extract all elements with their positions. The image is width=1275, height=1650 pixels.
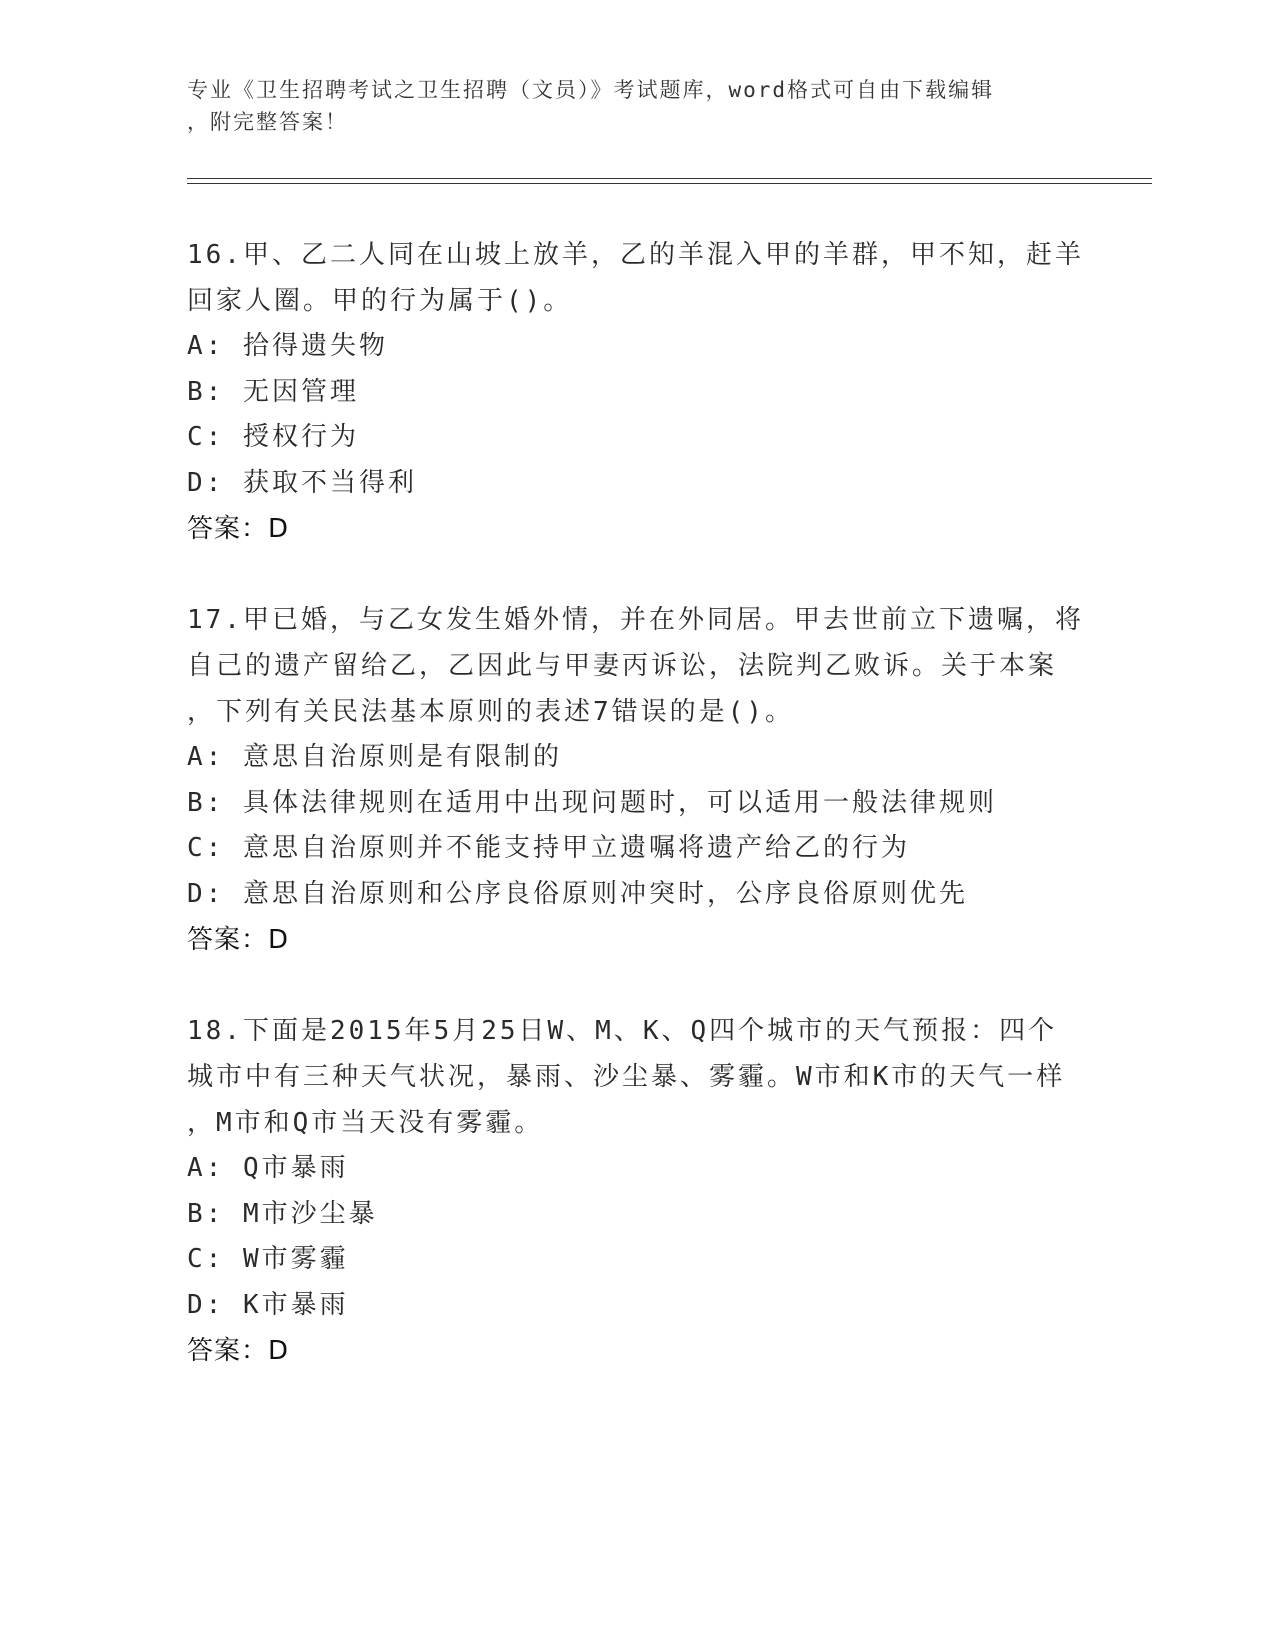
- document-header: [187, 74, 1067, 138]
- header-line-1: 专业《卫生招聘考试之卫生招聘（文员）》考试题库，word格式可自由下载编辑: [187, 78, 995, 102]
- question-16: [187, 232, 1087, 552]
- question-stem-line: 自己的遗产留给乙，乙因此与甲妻丙诉讼，法院判乙败诉。关于本案: [187, 651, 1058, 681]
- option-c: C: W市雾霾: [187, 1244, 349, 1274]
- header-divider-bottom: [187, 183, 1152, 184]
- question-stem-line: ，下列有关民法基本原则的表述7错误的是()。: [187, 697, 794, 727]
- option-b: B: M市沙尘暴: [187, 1198, 378, 1229]
- option-a: A: 拾得遗失物: [187, 331, 388, 361]
- option-d: D: 意思自治原则和公序良俗原则冲突时，公序良俗原则优先: [187, 878, 968, 909]
- question-stem-line: 17.甲已婚，与乙女发生婚外情，并在外同居。甲去世前立下遗嘱，将: [187, 605, 1084, 635]
- option-c: C: 意思自治原则并不能支持甲立遗嘱将遗产给乙的行为: [187, 833, 910, 863]
- question-17: [187, 597, 1087, 963]
- question-18: [187, 1008, 1087, 1374]
- header-line-2: ，附完整答案！: [187, 110, 348, 134]
- answer: 答案：D: [187, 514, 290, 544]
- option-d: D: 获取不当得利: [187, 467, 417, 498]
- question-stem-line: 城市中有三种天气状况，暴雨、沙尘暴、雾霾。W市和K市的天气一样: [187, 1062, 1066, 1092]
- question-stem-line: 18.下面是2015年5月25日W、M、K、Q四个城市的天气预报：四个: [187, 1016, 1058, 1046]
- header-divider-top: [187, 178, 1152, 179]
- question-stem-line: 16.甲、乙二人同在山坡上放羊，乙的羊混入甲的羊群，甲不知，赶羊: [187, 240, 1084, 270]
- answer: 答案：D: [187, 925, 290, 955]
- option-b: B: 无因管理: [187, 376, 359, 407]
- question-stem-line: 回家人圈。甲的行为属于()。: [187, 286, 573, 316]
- option-d: D: K市暴雨: [187, 1289, 349, 1320]
- question-stem-line: ，M市和Q市当天没有雾霾。: [187, 1108, 544, 1138]
- option-c: C: 授权行为: [187, 422, 359, 452]
- option-a: A: Q市暴雨: [187, 1153, 349, 1183]
- answer: 答案：D: [187, 1336, 290, 1366]
- option-a: A: 意思自治原则是有限制的: [187, 742, 562, 772]
- option-b: B: 具体法律规则在适用中出现问题时，可以适用一般法律规则: [187, 787, 997, 818]
